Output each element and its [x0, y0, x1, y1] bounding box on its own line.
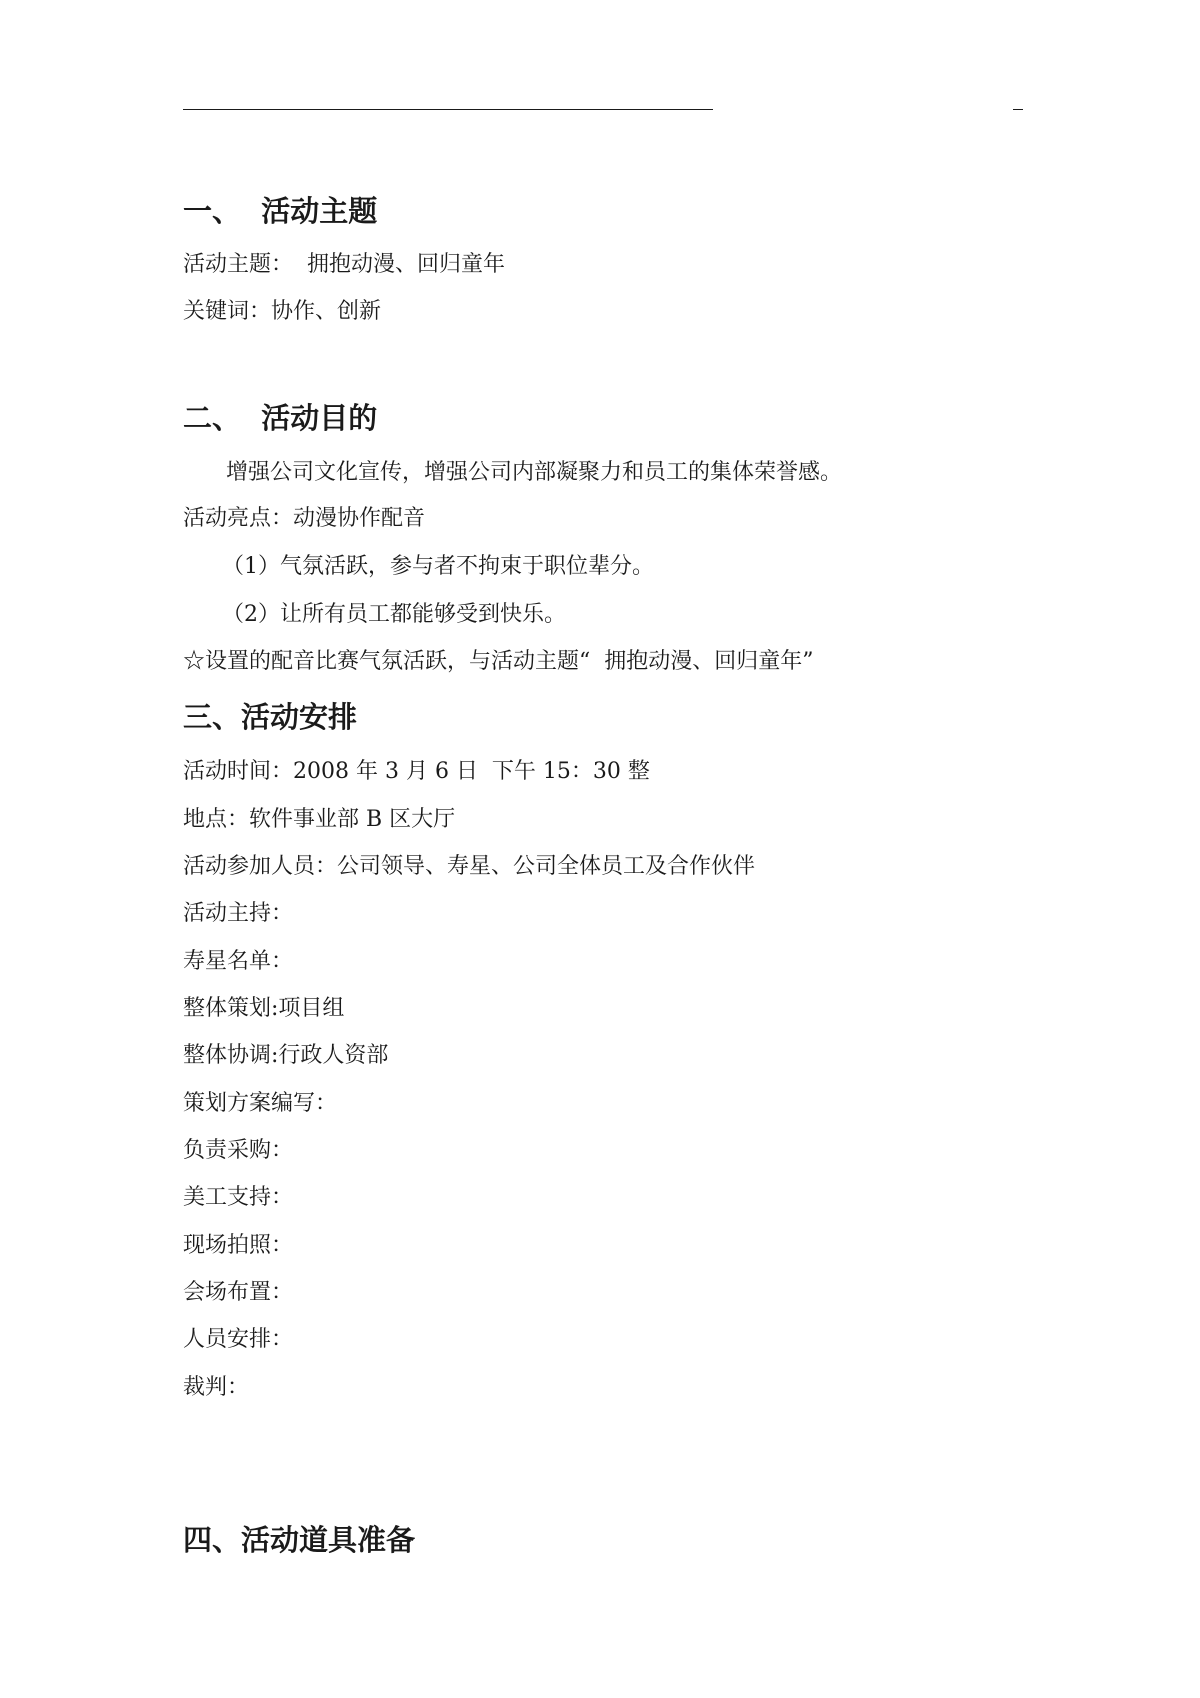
- highlight-item-1: （1）气氛活跃，参与者不拘束于职位辈分。: [222, 554, 654, 579]
- schedule-line-purchasing: 负责采购：: [183, 1138, 294, 1163]
- schedule-line-planning: 整体策划:项目组: [183, 996, 345, 1021]
- highlight-line: 活动亮点：动漫协作配音: [183, 506, 426, 531]
- star-note-line: ☆设置的配音比赛气氛活跃，与活动主题“ 拥抱动漫、回归童年”: [183, 649, 814, 674]
- header-rule: [183, 109, 713, 110]
- schedule-line-host: 活动主持：: [183, 901, 294, 926]
- section-1-heading: 一、 活动主题: [183, 194, 378, 228]
- header-mark: [1013, 109, 1023, 110]
- theme-line: 活动主题： 拥抱动漫、回归童年: [183, 252, 505, 277]
- schedule-line-art: 美工支持：: [183, 1185, 294, 1210]
- schedule-line-birthday-list: 寿星名单：: [183, 949, 294, 974]
- schedule-line-time: 活动时间：2008 年 3 月 6 日 下午 15：30 整: [183, 759, 650, 784]
- highlight-item-2: （2）让所有员工都能够受到快乐。: [222, 602, 566, 627]
- schedule-line-venue: 会场布置：: [183, 1280, 294, 1305]
- keywords-line: 关键词：协作、创新: [183, 299, 382, 324]
- section-2-heading: 二、 活动目的: [183, 401, 378, 435]
- schedule-line-photo: 现场拍照：: [183, 1233, 294, 1258]
- schedule-line-coordination: 整体协调:行政人资部: [183, 1043, 389, 1068]
- purpose-line: 增强公司文化宣传，增强公司内部凝聚力和员工的集体荣誉感。: [226, 460, 843, 485]
- schedule-line-participants: 活动参加人员：公司领导、寿星、公司全体员工及合作伙伴: [183, 854, 756, 879]
- schedule-line-location: 地点：软件事业部 B 区大厅: [183, 807, 456, 832]
- schedule-line-judge: 裁判：: [183, 1375, 250, 1400]
- schedule-line-writing: 策划方案编写：: [183, 1091, 338, 1116]
- section-4-heading: 四、活动道具准备: [183, 1523, 416, 1557]
- schedule-line-staffing: 人员安排：: [183, 1327, 294, 1352]
- section-3-heading: 三、活动安排: [183, 700, 358, 734]
